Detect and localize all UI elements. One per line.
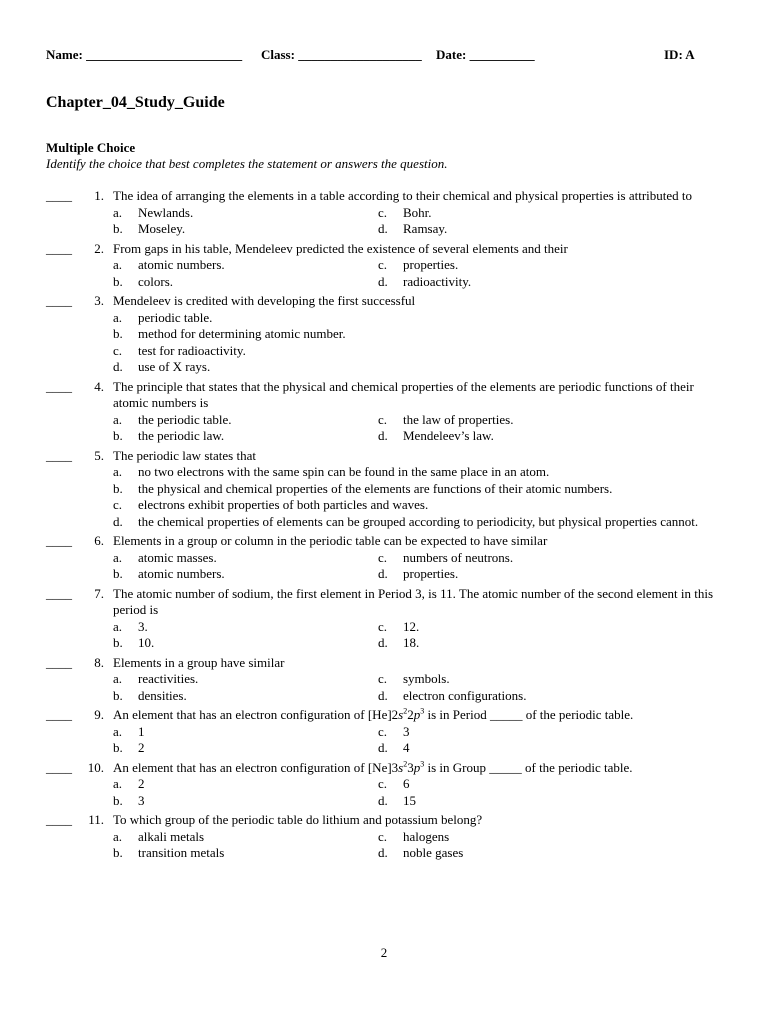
question-1 [46,188,726,238]
answer-option [378,619,678,636]
option-letter: d. [378,221,388,236]
answer-option [113,310,726,327]
question-stem: Elements in a group have similar [113,654,285,670]
question-number: 5. [94,447,104,463]
answer-option [378,635,678,652]
option-letter: b. [113,480,123,496]
answer-option [378,412,678,429]
answer-option [378,845,678,862]
answer-options [113,464,726,530]
answer-option [378,776,678,793]
option-letter: d. [113,359,123,374]
option-letter: c. [378,549,388,565]
question-stem: An element that has an electron configuration of $[He]2s^22p^3$ is in Period _____ of the periodic table. [113,706,634,722]
option-text: 15 [403,792,416,808]
option-text: Newlands. [138,204,194,220]
option-text: 12. [403,618,420,634]
answer-blank: ____ [46,240,72,256]
option-text: test for radioactivity. [138,342,246,358]
answer-blank: ____ [46,759,72,775]
question-3 [46,293,726,376]
answer-option [113,829,378,846]
answer-option [113,412,378,429]
question-7 [46,586,726,652]
option-letter: a. [113,204,123,220]
page-number: 2 [380,945,388,960]
question-number: 9. [94,707,104,722]
answer-options [113,257,726,290]
section-heading: Multiple Choice [46,140,136,155]
answer-options [113,829,726,862]
answer-blank: ____ [46,293,72,308]
option-text: halogens [403,828,450,844]
option-letter: a. [113,464,123,479]
option-text: 2 [138,740,145,755]
option-text: properties. [403,257,459,272]
option-letter: d. [378,566,388,581]
answer-option [113,619,378,636]
option-letter: b. [113,273,123,289]
option-text: method for determining atomic number. [138,326,346,341]
class-field: Class: ___________________ [261,47,422,62]
answer-option [113,343,726,360]
answer-option [113,635,378,652]
answer-option [113,257,378,274]
answer-option [378,221,678,238]
answer-option [113,221,378,238]
option-letter: d. [378,428,388,443]
option-letter: c. [378,618,388,634]
option-text: Ramsay. [403,221,448,236]
answer-option [113,740,378,757]
answer-blank: ____ [46,707,72,722]
option-letter: b. [113,566,123,581]
option-letter: d. [378,687,388,703]
option-letter: a. [113,828,123,844]
question-10 [46,760,726,810]
option-letter: b. [113,635,123,650]
option-letter: a. [113,411,123,427]
answer-blank: ____ [46,812,72,827]
option-letter: a. [113,618,123,634]
option-letter: b. [113,428,123,443]
question-2 [46,241,726,291]
option-text: 18. [403,635,420,650]
answer-option [113,514,726,531]
option-text: 3 [403,723,410,739]
question-8 [46,655,726,705]
question-number: 7. [94,585,104,601]
answer-options [113,671,726,704]
question-4 [46,379,726,445]
question-number: 3. [94,293,104,308]
answer-options [113,724,726,757]
answer-option [378,550,678,567]
answer-option [113,481,726,498]
option-letter: b. [113,792,123,808]
answer-option [113,205,378,222]
option-text: alkali metals [138,828,205,844]
answer-option [113,688,378,705]
option-text: electrons exhibit properties of both particles and waves. [138,497,429,512]
option-text: transition metals [138,845,225,860]
option-letter: c. [378,723,388,739]
option-text: no two electrons with the same spin can be found in the same place in an atom. [138,464,550,479]
answer-options [113,776,726,809]
question-list [46,188,726,865]
question-number: 6. [94,533,104,548]
option-text: radioactivity. [403,273,472,289]
name-field: Name: ________________________ [46,47,243,62]
question-number: 4. [94,378,104,394]
question-9 [46,707,726,757]
question-number: 2. [94,240,104,256]
option-text: numbers of neutrons. [403,549,514,565]
answer-option [378,428,678,445]
section-instruction: Identify the choice that best completes the statement or answers the question. [46,156,448,171]
option-text: 10. [138,635,155,650]
option-text: the chemical properties of elements can be grouped according to periodicity, but physical properties cannot. [138,513,699,529]
answer-option [113,359,726,376]
option-text: atomic numbers. [138,257,225,272]
option-text: 2 [138,776,145,791]
question-stem: Elements in a group or column in the periodic table can be expected to have similar [113,533,548,548]
page-title: Chapter_04_Study_Guide [46,94,225,111]
option-text: 3 [138,792,145,808]
answer-blank: ____ [46,585,72,601]
answer-option [378,205,678,222]
option-text: periodic table. [138,309,213,325]
option-letter: c. [113,342,123,358]
option-text: 3. [138,618,148,634]
question-number: 11. [88,812,104,827]
answer-option [378,793,678,810]
option-letter: d. [113,513,123,529]
answer-blank: ____ [46,188,72,203]
answer-blank: ____ [46,533,72,548]
option-text: Moseley. [138,221,186,236]
answer-option [113,497,726,514]
question-6 [46,533,726,583]
answer-option [378,566,678,583]
answer-options [113,205,726,238]
question-stem: The principle that states that the physical and chemical properties of the elements are periodic functions of their atomic numbers is [113,378,694,410]
question-number: 10. [87,759,104,775]
option-letter: c. [113,497,123,512]
option-text: the physical and chemical properties of the elements are functions of their atomic numbers. [138,480,613,496]
answer-option [113,566,378,583]
question-stem: To which group of the periodic table do lithium and potassium belong? [113,812,483,827]
option-text: atomic masses. [138,549,217,565]
date-field: Date: __________ [436,47,535,62]
option-letter: c. [378,671,388,686]
option-text: the periodic law. [138,428,225,443]
option-text: 6 [403,776,410,791]
option-text: electron configurations. [403,687,527,703]
answer-option [378,829,678,846]
option-text: 1 [138,723,145,739]
option-letter: b. [113,740,123,755]
option-letter: c. [378,204,388,220]
question-stem: The atomic number of sodium, the first element in Period 3, is 11. The atomic number of the second element in this period is [113,585,714,617]
option-text: Mendeleev’s law. [403,428,494,443]
answer-option [113,464,726,481]
option-text: symbols. [403,671,450,686]
option-letter: c. [378,828,388,844]
option-letter: d. [378,635,388,650]
answer-options [113,412,726,445]
option-text: reactivities. [138,671,199,686]
answer-options [113,310,726,376]
option-text: properties. [403,566,459,581]
option-letter: b. [113,326,123,341]
question-number: 8. [94,654,104,670]
option-text: Bohr. [403,204,432,220]
answer-option [113,274,378,291]
id-label: ID: A [664,47,695,62]
answer-options [113,619,726,652]
option-text: densities. [138,687,187,703]
option-letter: d. [378,273,388,289]
option-letter: a. [113,257,123,272]
question-11 [46,812,726,862]
option-letter: d. [378,792,388,808]
option-text: 4 [403,740,410,755]
question-number: 1. [94,188,104,203]
answer-option [378,257,678,274]
answer-option [113,724,378,741]
answer-blank: ____ [46,447,72,463]
question-stem: The idea of arranging the elements in a table according to their chemical and physical properties is attributed to [113,188,693,203]
question-stem: Mendeleev is credited with developing the first successful [113,293,416,308]
answer-option [113,550,378,567]
answer-option [113,845,378,862]
answer-option [378,688,678,705]
option-text: use of X rays. [138,359,211,374]
option-text: colors. [138,273,174,289]
option-text: the law of properties. [403,411,514,427]
question-stem: An element that has an electron configuration of $[Ne]3s^23p^3$ is in Group _____ of the periodic table. [113,759,633,775]
option-letter: a. [113,671,123,686]
option-text: the periodic table. [138,411,232,427]
answer-option [113,428,378,445]
question-stem: The periodic law states that [113,447,256,463]
question-stem: From gaps in his table, Mendeleev predicted the existence of several elements and their [113,240,568,256]
answer-option [113,793,378,810]
answer-option [113,671,378,688]
answer-option [113,326,726,343]
answer-blank: ____ [46,654,72,670]
option-letter: a. [113,776,123,791]
option-letter: a. [113,723,123,739]
option-letter: b. [113,687,123,703]
answer-option [113,776,378,793]
answer-option [378,274,678,291]
option-text: atomic numbers. [138,566,225,581]
option-text: noble gases [403,845,464,860]
option-letter: c. [378,411,388,427]
option-letter: a. [113,309,123,325]
option-letter: b. [113,221,123,236]
answer-blank: ____ [46,378,72,394]
answer-option [378,740,678,757]
answer-option [378,671,678,688]
option-letter: d. [378,845,388,860]
question-5 [46,448,726,531]
option-letter: d. [378,740,388,755]
option-letter: b. [113,845,123,860]
answer-options [113,550,726,583]
option-letter: a. [113,549,123,565]
answer-option [378,724,678,741]
option-letter: c. [378,257,388,272]
option-letter: c. [378,776,388,791]
